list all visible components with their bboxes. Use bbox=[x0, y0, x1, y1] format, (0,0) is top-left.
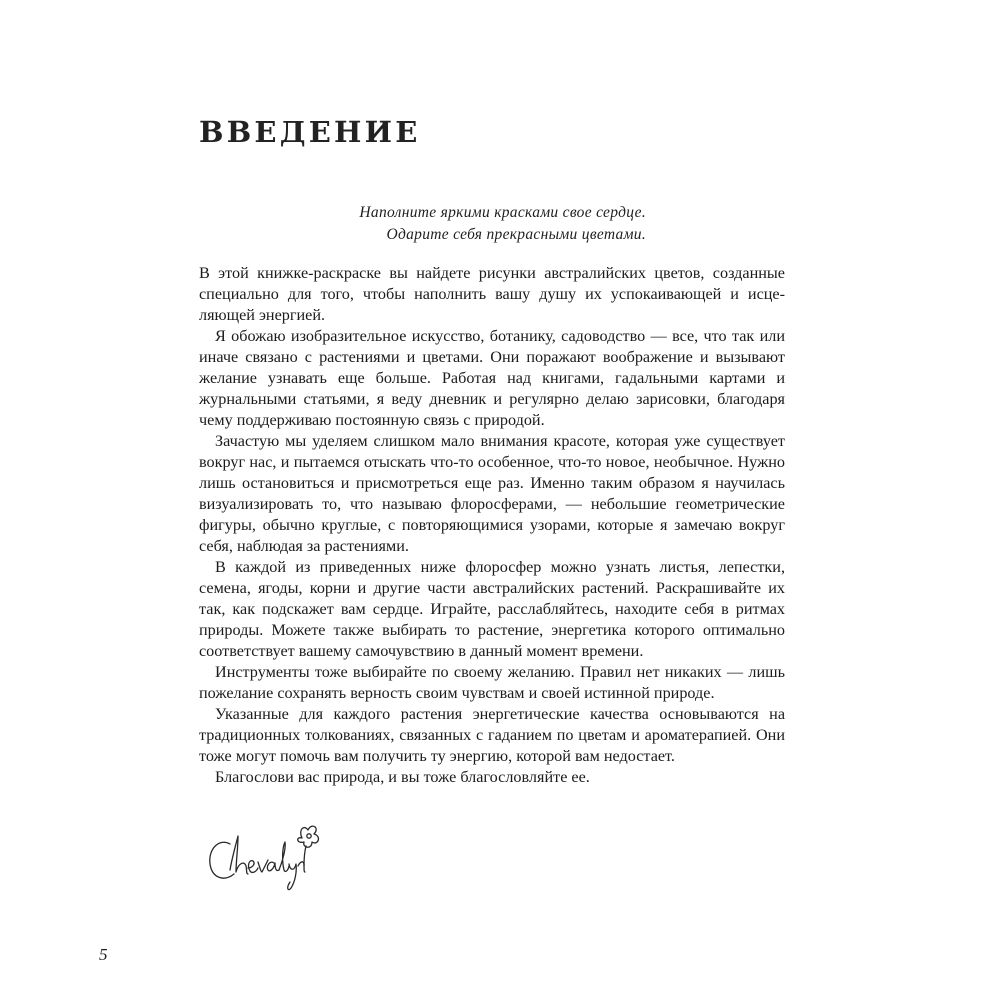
epigraph-line-1: Наполните яркими красками свое сердце. bbox=[359, 204, 646, 221]
paragraph: Зачастую мы уделяем слишком мало внимания красоте, которая уже существует вокруг нас, и пытаемся отыскать что-то особенное, что-то новое, необычное. Нужно лишь остановиться и присмотреться еще раз. Именно таким образом я научилась визуализировать то, что называю флоросферами, — небольшие геометрические фигуры, обычно круглые, с повторяющимися узорами, которые я замечаю вокруг себя, наблюдая за растениями. bbox=[199, 432, 785, 555]
paragraph: Я обожаю изобразительное искусство, ботанику, садоводство — все, что так или иначе связано с растениями и цветами. Они поражают воображение и вызывают желание узнавать еще больше. Работая над книгами, гадальными картами и журнальными статьями, я веду дневник и регулярно делаю зарисовки, благодаря чему поддерживаю постоянную связь с природой. bbox=[199, 327, 785, 429]
paragraph: Инструменты тоже выбирайте по своему желанию. Правил нет никаких — лишь пожелание сохранять верность своим чувствам и своей истинной природе. bbox=[199, 663, 785, 702]
handwritten-signature bbox=[200, 808, 325, 898]
epigraph bbox=[199, 202, 646, 246]
epigraph-line-2: Одарите себя прекрасными цветами. bbox=[386, 226, 646, 243]
page-number: 5 bbox=[99, 945, 108, 964]
body-text bbox=[199, 263, 785, 788]
paragraph: Указанные для каждого растения энергетические качества основываются на традиционных толкованиях, связанных с гаданием по цветам и ароматерапией. Они тоже могут помочь вам получить ту энергию, которой вам недостает. bbox=[199, 705, 785, 765]
page-title: ВВЕДЕНИЕ bbox=[199, 115, 421, 149]
paragraph: В каждой из приведенных ниже флоросфер можно узнать листья, лепестки, семена, ягоды, корни и другие части австралийских растений. Раскрашивайте их так, как подскажет вам сердце. Играйте, расслабляйтесь, находите себя в ритмах природы. Можете также выбирать то растение, энергетика которого оптимально соответствует вашему самочувствию в данный момент времени. bbox=[199, 558, 785, 660]
paragraph: Благослови вас природа, и вы тоже благословляйте ее. bbox=[215, 768, 590, 786]
paragraph: В этой книжке-раскраске вы найдете рисунки австралийских цветов, созданные специально для того, чтобы наполнить вашу душу их успокаивающей и исцеляющей энергией. bbox=[199, 264, 785, 324]
